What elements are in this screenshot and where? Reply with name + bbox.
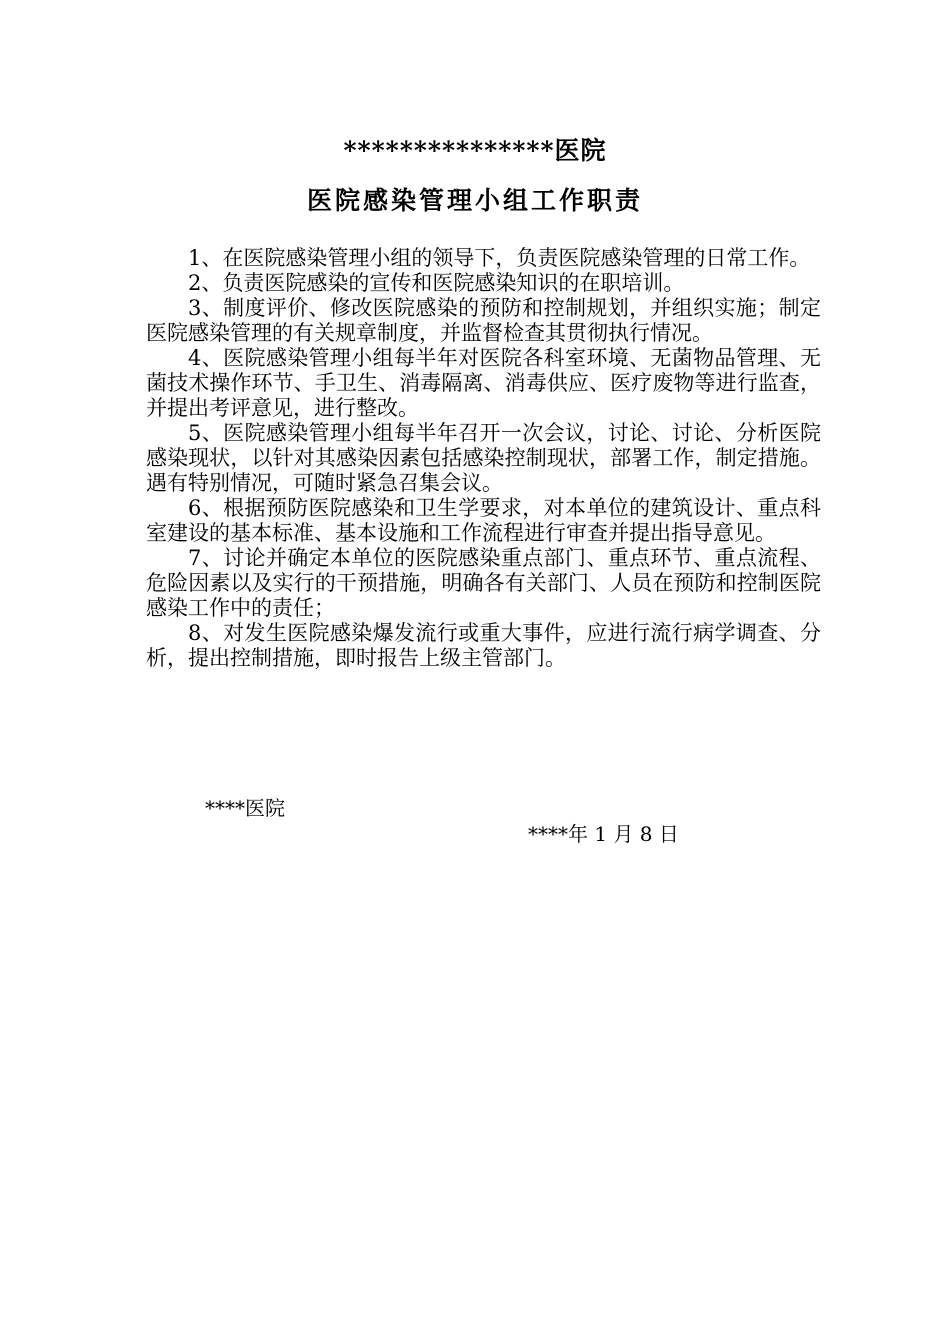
duty-item-6: 6、根据预防医院感染和卫生学要求，对本单位的建筑设计、重点科室建设的基本标准、基本设施和工作流程进行审查并提出指导意见。 bbox=[146, 496, 821, 545]
signature-date: ****年 1 月 8 日 bbox=[528, 822, 679, 846]
duty-item-2: 2、负责医院感染的宣传和医院感染知识的在职培训。 bbox=[188, 271, 685, 295]
document-title: 医院感染管理小组工作职责 bbox=[306, 186, 643, 215]
hospital-title: ***************医院 bbox=[343, 136, 607, 165]
document-body bbox=[146, 246, 821, 671]
duty-item-3: 3、制度评价、修改医院感染的预防和控制规划，并组织实施；制定医院感染管理的有关规章制度，并监督检查其贯彻执行情况。 bbox=[146, 296, 821, 345]
signature-organization: ****医院 bbox=[205, 796, 285, 820]
duty-item-1: 1、在医院感染管理小组的领导下，负责医院感染管理的日常工作。 bbox=[188, 246, 811, 270]
duty-item-7: 7、讨论并确定本单位的医院感染重点部门、重点环节、重点流程、危险因素以及实行的干预措施，明确各有关部门、人员在预防和控制医院感染工作中的责任； bbox=[146, 546, 821, 620]
duty-item-5: 5、医院感染管理小组每半年召开一次会议，讨论、讨论、分析医院感染现状，以针对其感染因素包括感染控制现状，部署工作，制定措施。遇有特别情况，可随时紧急召集会议。 bbox=[146, 421, 821, 495]
duty-item-4: 4、医院感染管理小组每半年对医院各科室环境、无菌物品管理、无菌技术操作环节、手卫生、消毒隔离、消毒供应、医疗废物等进行监查，并提出考评意见，进行整改。 bbox=[146, 346, 821, 420]
duty-item-8: 8、对发生医院感染爆发流行或重大事件，应进行流行病学调查、分析，提出控制措施，即时报告上级主管部门。 bbox=[146, 621, 821, 670]
